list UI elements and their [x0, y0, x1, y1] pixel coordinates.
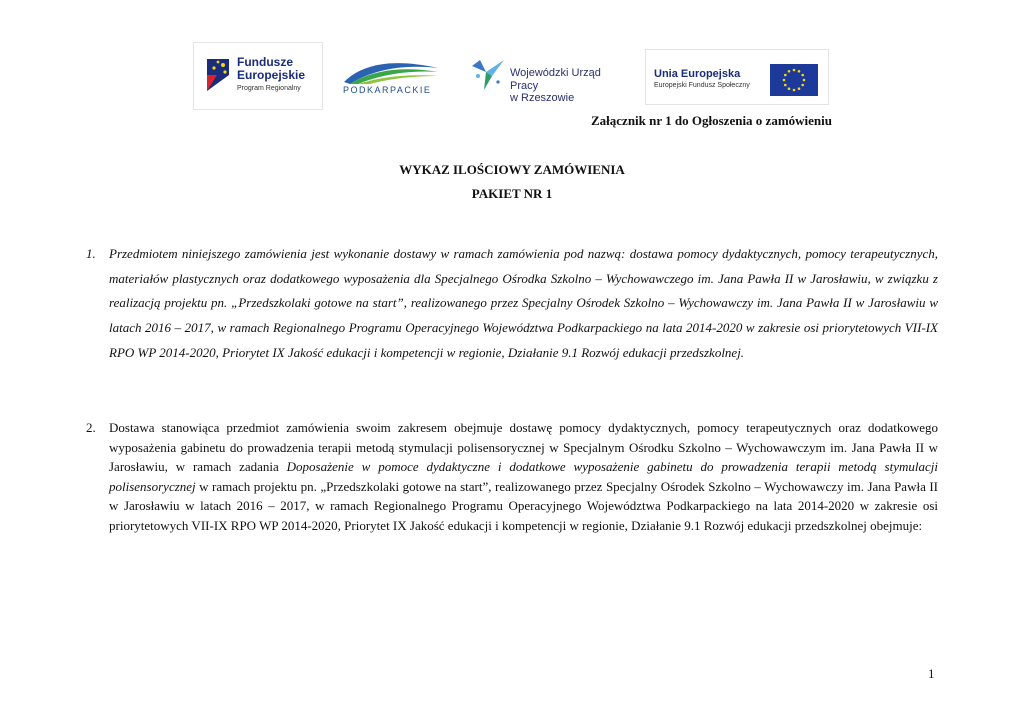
unia-europejska-label: Unia Europejska — [654, 68, 741, 80]
document-title: WYKAZ ILOŚCIOWY ZAMÓWIENIA — [399, 162, 625, 177]
unia-europejska-logo — [645, 49, 829, 105]
wup-rzeszow-logo — [470, 54, 630, 105]
list-item-text: Przedmiotem niniejszego zamówienia jest wykonanie dostawy w ramach zamówienia pod nazwą: dostawa pomocy dydaktycznych, pomocy terapeutycznych, materiałów plastycznych oraz dodatkowego wyposażenia dla Specjalnego Ośrodka Szkolno – Wychowawczego im. Jana Pawła II w Jarosławiu, w związku z realizacją projektu pn. „Przedszkolaki gotowe na start”, realizowanego przez Specjalny Ośrodek Szkolno – Wychowawczy im. Jana Pawła II w Jarosławiu w latach 2016 – 2017, w ramach Regionalnego Programu Operacyjnego Województwa Podkarpackiego na lata 2014-2020 w zakresie osi priorytetowych VII-IX RPO WP 2014-2020, Priorytet IX Jakość edukacji i kompetencji w regionie, Działanie 9.1 Rozwój edukacji przedszkolnej. — [109, 246, 938, 360]
list-item-text — [109, 418, 938, 535]
podkarpackie-hills-icon — [342, 56, 442, 86]
podkarpackie-label: PODKARPACKIE — [343, 85, 432, 95]
efs-label: Europejski Fundusz Społeczny — [654, 82, 750, 89]
page-number: 1 — [928, 666, 935, 681]
europejskie-label: Europejskie — [237, 67, 306, 82]
list-item-text-part: Dostawa stanowiąca przedmiot zamówienia swoim zakresem obejmuje dostawę pomocy dydaktycznych, pomocy terapeutycznych oraz dodatkowego wyposażenia gabinetu do prowadzenia terapii metodą stymulacji polisensorycznej w Specjalnym Ośrodku Szkolno – Wychowawczym im. Jana Pawła II w Jarosławiu, w ramach zadania — [109, 420, 938, 474]
wup-name-label: Wojewódzki Urząd Pracy — [510, 67, 601, 92]
package-subtitle: PAKIET NR 1 — [471, 186, 553, 201]
annex-heading: Załącznik nr 1 do Ogłoszenia o zamówieniu — [591, 113, 832, 128]
fundusze-europejskie-logo — [193, 42, 323, 110]
task-name-italic: Doposażenie w pomoce dydaktyczne i dodatkowe wyposażenie gabinetu do prowadzenia terapii metodą stymulacji polisensorycznej — [109, 459, 938, 494]
program-regionalny-label: Program Regionalny — [237, 85, 301, 93]
list-item-text-part: w ramach projektu pn. „Przedszkolaki gotowe na start”, realizowanego przez Specjalny Ośrodek Szkolno – Wychowawczy im. Jana Pawła II w Jarosławiu w latach 2016 – 2017, w ramach Regionalnego Programu Operacyjnego Województwa Podkarpackiego na lata 2014-2020 w zakresie osi priorytetowych VII-IX RPO WP 2014-2020, Priorytet IX Jakość edukacji i kompetencji w regionie, Działanie 9.1 Rozwój edukacji przedszkolnej obejmuje: — [109, 478, 938, 533]
fundusze-europejskie-mark-icon — [203, 55, 233, 95]
list-item — [86, 242, 938, 366]
list-item-number: 1. — [86, 246, 96, 261]
list-item-number: 2. — [86, 420, 96, 435]
podkarpackie-logo — [342, 56, 442, 100]
wup-bird-icon — [470, 54, 508, 96]
eu-flag-icon — [770, 64, 818, 96]
wup-city-label: w Rzeszowie — [510, 92, 575, 105]
list-item — [86, 418, 938, 535]
fundusze-label: Fundusze — [237, 55, 293, 69]
logo-bar — [0, 42, 1024, 114]
